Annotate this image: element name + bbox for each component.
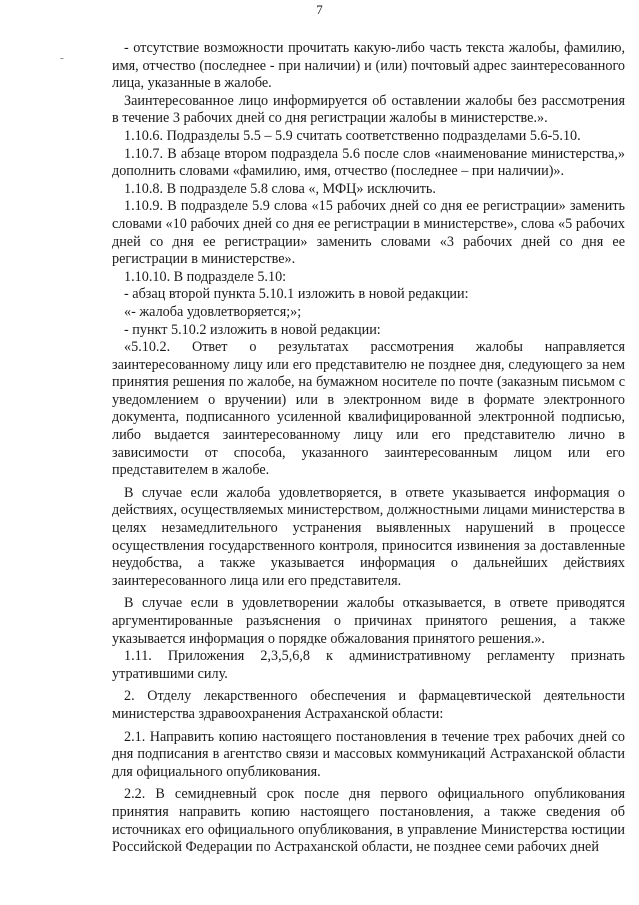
paragraph: - отсутствие возможности прочитать какую-либо часть текста жалобы, фамилию, имя, отчество (последнее - при наличии) и (или) почтовый адрес заинтересованного лица, указанные в жалобе. bbox=[112, 40, 625, 92]
stray-mark: ˜ bbox=[60, 56, 64, 68]
paragraph: «- жалоба удовлетворяется;»; bbox=[124, 303, 302, 320]
paragraph: 1.10.9. В подразделе 5.9 слова «15 рабочих дней со дня ее регистрации» заменить словами «10 рабочих дней со дня ее регистрации в министерстве», слова «5 рабочих дней со дня ее регистрации» заменить словами «3 рабочих дней со дня ее регистрации в министерстве». bbox=[112, 198, 625, 268]
page-number: 7 bbox=[316, 2, 323, 17]
paragraph: 1.11. Приложения 2,3,5,6,8 к административному регламенту признать утратившими силу. bbox=[112, 648, 625, 682]
paragraph: 2.2. В семидневный срок после дня первого официального опубликования принятия направить копию настоящего постановления, а также сведения об источниках его официального опубликования, в управление Министерства юстиции Российской Федерации по Астраханской области, не позднее семи рабочих дней bbox=[112, 786, 625, 856]
paragraph: В случае если в удовлетворении жалобы отказывается, в ответе приводятся аргументированные разъяснения о причинах принятого решения, а также указывается информация о порядке обжалования принятого решения.». bbox=[112, 595, 625, 647]
paragraph: 1.10.10. В подразделе 5.10: bbox=[124, 268, 287, 285]
paragraph: 1.10.6. Подразделы 5.5 – 5.9 считать соответственно подразделами 5.6-5.10. bbox=[124, 127, 581, 144]
paragraph: 2. Отделу лекарственного обеспечения и фармацевтической деятельности министерства здравоохранения Астраханской области: bbox=[112, 688, 625, 722]
document-body bbox=[112, 40, 625, 857]
paragraph: «5.10.2. Ответ о результатах рассмотрения жалобы направляется заинтересованному лицу или его представителю не позднее дня, следующего за нем принятия решения по жалобе, на бумажном носителе по почте (заказным письмом с уведомлением о вручении) или в электронном виде в формате электронного документа, подписанного усиленной квалифицированной электронной подписью, либо выдается заинтересованному лицу или его представителю лично в зависимости от способа, указанного заинтересованным лицом или его представителем в жалобе. bbox=[112, 339, 625, 479]
paragraph: - пункт 5.10.2 изложить в новой редакции: bbox=[124, 321, 381, 338]
paragraph: В случае если жалоба удовлетворяется, в ответе указывается информация о действиях, осуществляемых министерством, должностными лицами министерства в целях незамедлительного устранения выявленных нарушений в процессе осуществления государственного контроля, приносится извинения за доставленные неудобства, а также указывается информация о дальнейших действиях заинтересованного лица или его представителя. bbox=[112, 484, 625, 589]
paragraph: 2.1. Направить копию настоящего постановления в течение трех рабочих дней со дня подписания в агентство связи и массовых коммуникаций Астраханской области для официального опубликования. bbox=[112, 728, 625, 780]
paragraph: 1.10.8. В подразделе 5.8 слова «, МФЦ» исключить. bbox=[124, 180, 436, 197]
paragraph: - абзац второй пункта 5.10.1 изложить в новой редакции: bbox=[124, 286, 469, 303]
paragraph: 1.10.7. В абзаце втором подраздела 5.6 после слов «наименование министерства,» дополнить словами «фамилию, имя, отчество (последнее – при наличии)». bbox=[112, 145, 625, 180]
paragraph: Заинтересованное лицо информируется об оставлении жалобы без рассмотрения в течение 3 рабочих дней со дня регистрации жалобы в министерстве.». bbox=[112, 92, 625, 127]
